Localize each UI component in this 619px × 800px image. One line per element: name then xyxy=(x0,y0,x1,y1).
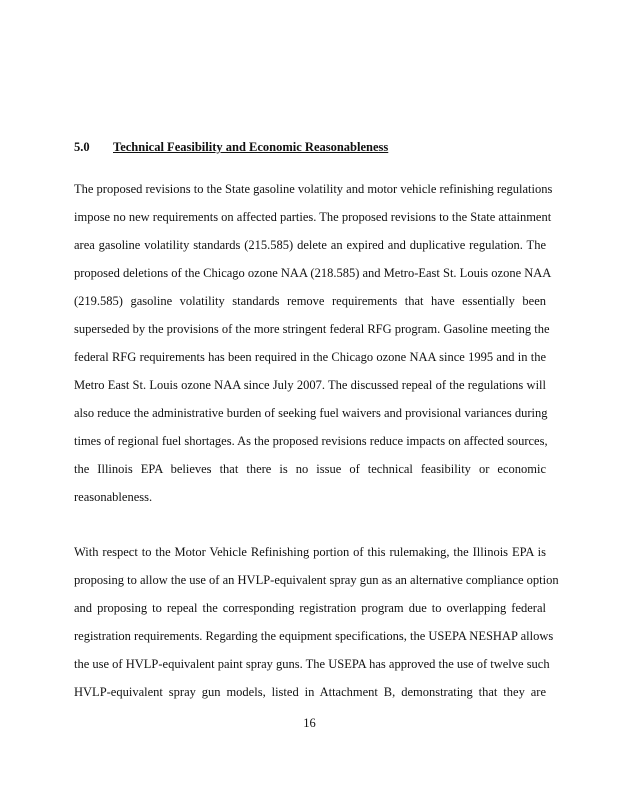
paragraph-1-line-7: federal RFG requirements has been required in the Chicago ozone NAA since 1995 and in the xyxy=(74,350,546,364)
section-title: Technical Feasibility and Economic Reasonableness xyxy=(113,140,389,154)
paragraph-1-line-8: Metro East St. Louis ozone NAA since July 2007. The discussed repeal of the regulations will xyxy=(74,378,546,392)
paragraph-2-line-4: registration requirements. Regarding the equipment specifications, the USEPA NESHAP allows xyxy=(74,629,554,643)
paragraph-2-line-6: HVLP-equivalent spray gun models, listed in Attachment B, demonstrating that they are xyxy=(74,685,546,699)
section-heading xyxy=(74,140,388,155)
paragraph-1-line-12: reasonableness. xyxy=(74,490,153,504)
paragraph-1-line-11: the Illinois EPA believes that there is no issue of technical feasibility or economic xyxy=(74,462,546,476)
paragraph-2-line-1: With respect to the Motor Vehicle Refinishing portion of this rulemaking, the Illinois EPA is xyxy=(74,545,546,559)
paragraph-1-line-9: also reduce the administrative burden of seeking fuel waivers and provisional variances during xyxy=(74,406,548,420)
paragraph-1-line-6: superseded by the provisions of the more stringent federal RFG program. Gasoline meeting the xyxy=(74,322,550,336)
paragraph-2-line-3: and proposing to repeal the corresponding registration program due to overlapping federal xyxy=(74,601,546,615)
paragraph-1-line-10: times of regional fuel shortages. As the proposed revisions reduce impacts on affected sources, xyxy=(74,434,548,448)
paragraph-2-line-5: the use of HVLP-equivalent paint spray guns. The USEPA has approved the use of twelve such xyxy=(74,657,550,671)
paragraph-1-line-4: proposed deletions of the Chicago ozone NAA (218.585) and Metro-East St. Louis ozone NAA xyxy=(74,266,552,280)
paragraph-1-line-3: area gasoline volatility standards (215.585) delete an expired and duplicative regulation. The xyxy=(74,238,546,252)
paragraph-2-line-2: proposing to allow the use of an HVLP-equivalent spray gun as an alternative compliance option xyxy=(74,573,559,587)
page-number: 16 xyxy=(303,716,316,730)
paragraph-1-line-5: (219.585) gasoline volatility standards remove requirements that have essentially been xyxy=(74,294,546,308)
section-number: 5.0 xyxy=(74,140,90,154)
paragraph-1-line-1: The proposed revisions to the State gasoline volatility and motor vehicle refinishing regulations xyxy=(74,182,553,196)
paragraph-1-line-2: impose no new requirements on affected parties. The proposed revisions to the State attainment xyxy=(74,210,552,224)
